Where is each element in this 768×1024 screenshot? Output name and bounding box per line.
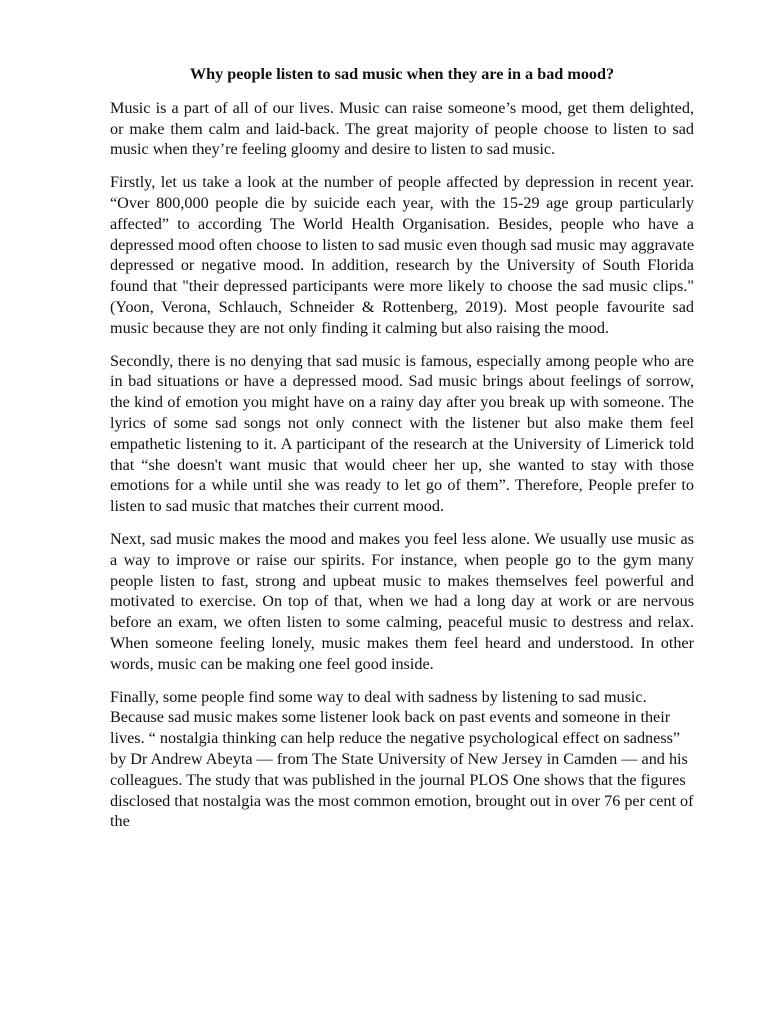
- document-page: [110, 64, 694, 844]
- paragraph-next: Next, sad music makes the mood and makes you feel less alone. We usually use music as a way to improve or raise our spirits. For instance, when people go to the gym many people listen to fast, strong and upbeat music to makes themselves feel powerful and motivated to exercise. On top of that, when we had a long day at work or are nervous before an exam, we often listen to some calming, peaceful music to destress and relax. When someone feeling lonely, music makes them feel heard and understood. In other words, music can be making one feel good inside.: [110, 529, 694, 673]
- paragraph-firstly: Firstly, let us take a look at the number of people affected by depression in recent year. “Over 800,000 people die by suicide each year, with the 15-29 age group particularly affected” to according The World Health Organisation. Besides, people who have a depressed mood often choose to listen to sad music even though sad music may aggravate depressed or negative mood. In addition, research by the University of South Florida found that "their depressed participants were more likely to choose the sad music clips." (Yoon, Verona, Schlauch, Schneider & Rottenberg, 2019). Most people favourite sad music because they are not only finding it calming but also raising the mood.: [110, 173, 694, 337]
- paragraph-intro: Music is a part of all of our lives. Music can raise someone’s mood, get them delighted, or make them calm and laid-back. The great majority of people choose to listen to sad music when they’re feeling gloomy and desire to listen to sad music.: [110, 98, 694, 159]
- paragraph-secondly: Secondly, there is no denying that sad music is famous, especially among people who are in bad situations or have a depressed mood. Sad music brings about feelings of sorrow, the kind of emotion you might have on a rainy day after you break up with someone. The lyrics of some sad songs not only connect with the listener but also make them feel empathetic listening to it. A participant of the research at the University of Limerick told that “she doesn't want music that would cheer her up, she wanted to stay with those emotions for a while until she was ready to let go of them”. Therefore, People prefer to listen to sad music that matches their current mood.: [110, 351, 694, 516]
- document-title: Why people listen to sad music when they are in a bad mood?: [189, 65, 615, 83]
- paragraph-finally: Finally, some people find some way to deal with sadness by listening to sad music. Because sad music makes some listener look back on past events and someone in their lives. “ nostalgia thinking can help reduce the negative psychological effect on sadness” by Dr Andrew Abeyta — from The State University of New Jersey in Camden — and his colleagues. The study that was published in the journal PLOS One shows that the figures disclosed that nostalgia was the most common emotion, brought out in over 76 per cent of the: [110, 687, 694, 831]
